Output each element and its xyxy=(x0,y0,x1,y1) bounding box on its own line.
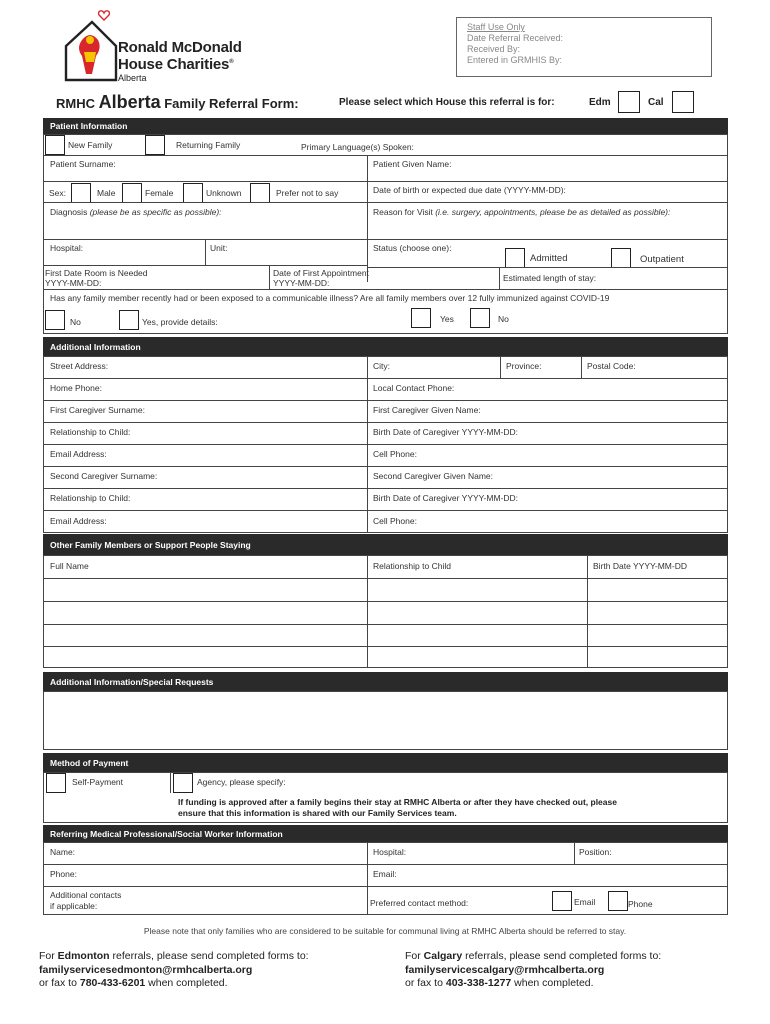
returning-family-checkbox[interactable] xyxy=(145,135,165,155)
additional-contacts-hint: if applicable: xyxy=(50,901,98,911)
caregiver1-given-name-field[interactable]: First Caregiver Given Name: xyxy=(373,405,481,415)
immunized-yes-checkbox[interactable] xyxy=(411,308,431,328)
preferred-contact-label: Preferred contact method: xyxy=(370,898,469,908)
house-select-prompt: Please select which House this referral is for: xyxy=(339,97,555,108)
logo-line-1: Ronald McDonald xyxy=(118,39,242,56)
logo-line-2-text: House Charities xyxy=(118,56,230,73)
divider xyxy=(43,400,728,401)
first-appointment-label: Date of First Appointment xyxy=(273,268,369,278)
first-date-room-format: YYYY-MM-DD: xyxy=(45,278,102,288)
edm-label: Edm xyxy=(589,97,611,108)
divider xyxy=(367,555,368,668)
suitability-note: Please note that only families who are considered to be suitable for communal living at RMHC Alberta should be referred to stay. xyxy=(143,926,627,936)
city-field[interactable]: City: xyxy=(373,361,390,371)
divider xyxy=(43,510,728,511)
edm-email: familyservicesedmonton@rmhcalberta.org xyxy=(39,963,253,976)
immunized-no-label: No xyxy=(498,314,509,324)
divider xyxy=(574,842,575,864)
postal-code-field[interactable]: Postal Code: xyxy=(587,361,636,371)
caregiver2-cell-field[interactable]: Cell Phone: xyxy=(373,516,417,526)
divider xyxy=(43,378,728,379)
self-payment-checkbox[interactable] xyxy=(46,773,66,793)
referrer-phone-field[interactable]: Phone: xyxy=(50,869,77,879)
sex-unknown-label: Unknown xyxy=(206,188,242,198)
calgary-line1 xyxy=(405,950,661,964)
status-label: Status (choose one): xyxy=(373,243,452,253)
status-admitted-label: Admitted xyxy=(530,253,568,264)
illness-no-checkbox[interactable] xyxy=(45,310,65,330)
street-address-field[interactable]: Street Address: xyxy=(50,361,109,371)
divider xyxy=(170,772,171,793)
divider xyxy=(43,422,728,423)
edm-city: Edmonton xyxy=(57,950,110,962)
edmonton-email-link[interactable] xyxy=(39,964,309,978)
primary-language-field[interactable]: Primary Language(s) Spoken: xyxy=(301,142,414,152)
additional-contacts-label: Additional contacts xyxy=(50,890,122,900)
calgary-instructions xyxy=(405,950,661,991)
edm-fax: 780-433-6201 xyxy=(79,977,146,989)
hospital-field[interactable]: Hospital: xyxy=(50,243,84,253)
status-admitted-checkbox[interactable] xyxy=(505,248,525,268)
patient-info-header: Patient Information xyxy=(43,118,728,134)
local-contact-phone-field[interactable]: Local Contact Phone: xyxy=(373,383,455,393)
funding-note-line2: ensure that this information is shared with our Family Services team. xyxy=(178,808,457,818)
caregiver1-cell-field[interactable]: Cell Phone: xyxy=(373,449,417,459)
edmonton-instructions xyxy=(39,950,309,991)
title-suffix: Family Referral Form: xyxy=(160,96,299,111)
home-phone-field[interactable]: Home Phone: xyxy=(50,383,102,393)
contact-email-checkbox[interactable] xyxy=(552,891,572,911)
family-row-4-name[interactable] xyxy=(44,647,366,667)
additional-info-header: Additional Information xyxy=(43,337,728,356)
immunized-no-checkbox[interactable] xyxy=(470,308,490,328)
status-outpatient-label: Outpatient xyxy=(640,254,684,265)
staff-received-by: Received By: xyxy=(467,44,521,54)
reason-hint: (i.e. surgery, appointments, please be as detailed as possible): xyxy=(432,207,671,217)
agency-specify-field[interactable]: Agency, please specify: xyxy=(197,777,286,787)
divider xyxy=(43,886,728,887)
caregiver2-given-name-field[interactable]: Second Caregiver Given Name: xyxy=(373,471,494,481)
cal-fax-post: when completed. xyxy=(511,977,594,989)
family-row-3-name[interactable] xyxy=(44,625,366,645)
divider xyxy=(43,239,728,240)
edmonton-fax-line xyxy=(39,977,309,991)
referring-header: Referring Medical Professional/Social Worker Information xyxy=(43,825,728,842)
edm-post: referrals, please send completed forms to: xyxy=(109,950,309,962)
sex-female-label: Female xyxy=(145,188,174,198)
sex-male-checkbox[interactable] xyxy=(71,183,91,203)
patient-surname-field[interactable]: Patient Surname: xyxy=(50,159,116,169)
divider xyxy=(43,155,728,156)
divider xyxy=(43,265,368,266)
contact-email-label: Email xyxy=(574,897,596,907)
illness-yes-details-field[interactable]: Yes, provide details: xyxy=(142,317,218,327)
staff-use-title: Staff Use Only xyxy=(467,22,525,32)
edm-checkbox[interactable] xyxy=(618,91,640,113)
rmhc-logo xyxy=(62,8,118,82)
sex-female-checkbox[interactable] xyxy=(122,183,142,203)
special-requests-textarea[interactable] xyxy=(43,691,728,750)
edm-pre: For xyxy=(39,950,58,962)
diagnosis-field[interactable] xyxy=(50,207,222,217)
sex-label: Sex: xyxy=(49,188,67,198)
divider xyxy=(368,267,728,268)
first-appointment-format: YYYY-MM-DD: xyxy=(273,278,330,288)
payment-header: Method of Payment xyxy=(43,753,728,772)
family-col-birthdate: Birth Date YYYY-MM-DD xyxy=(593,561,687,571)
divider xyxy=(43,488,728,489)
staff-entered-by: Entered in GRMHIS By: xyxy=(467,55,563,65)
caregiver2-birthdate-field[interactable]: Birth Date of Caregiver YYYY-MM-DD: xyxy=(373,493,519,503)
cal-post: referrals, please send completed forms to: xyxy=(462,950,662,962)
edmonton-line1 xyxy=(39,950,309,964)
divider xyxy=(499,267,500,289)
province-field[interactable]: Province: xyxy=(506,361,542,371)
sex-unknown-checkbox[interactable] xyxy=(183,183,203,203)
referrer-name-field[interactable]: Name: xyxy=(50,847,76,857)
sex-prefer-not-label: Prefer not to say xyxy=(276,188,339,198)
immunized-yes-label: Yes xyxy=(440,314,454,324)
calgary-fax-line xyxy=(405,977,661,991)
divider xyxy=(43,181,728,182)
special-requests-header: Additional Information/Special Requests xyxy=(43,672,728,691)
divider xyxy=(269,265,270,289)
new-family-label: New Family xyxy=(68,140,113,150)
cal-fax-pre: or fax to xyxy=(405,977,446,989)
referrer-email-field[interactable]: Email: xyxy=(373,869,397,879)
form-title xyxy=(56,92,299,113)
referrer-hospital-field[interactable]: Hospital: xyxy=(373,847,407,857)
first-appointment-field[interactable] xyxy=(273,268,369,288)
returning-family-label: Returning Family xyxy=(176,140,241,150)
logo-trademark: ® xyxy=(229,59,234,65)
first-date-room-field[interactable] xyxy=(45,268,148,288)
caregiver2-relationship-field[interactable]: Relationship to Child: xyxy=(50,493,131,503)
divider xyxy=(500,356,501,378)
edm-fax-post: when completed. xyxy=(145,977,228,989)
divider xyxy=(367,155,368,282)
logo-line-2 xyxy=(118,56,233,73)
divider xyxy=(367,842,368,915)
caregiver1-relationship-field[interactable]: Relationship to Child: xyxy=(50,427,131,437)
cal-pre: For xyxy=(405,950,424,962)
patient-given-name-field[interactable]: Patient Given Name: xyxy=(373,159,452,169)
family-row-1-name[interactable] xyxy=(44,579,366,600)
caregiver2-email-field[interactable]: Email Address: xyxy=(50,516,107,526)
family-members-header: Other Family Members or Support People Staying xyxy=(43,534,728,555)
staff-use-box xyxy=(456,17,712,77)
caregiver1-surname-field[interactable]: First Caregiver Surname: xyxy=(50,405,145,415)
divider xyxy=(43,202,728,203)
caregiver1-email-field[interactable]: Email Address: xyxy=(50,449,107,459)
divider xyxy=(43,466,728,467)
contact-phone-label: Phone xyxy=(628,899,653,909)
cal-label: Cal xyxy=(648,97,664,108)
divider xyxy=(43,444,728,445)
self-payment-label: Self-Payment xyxy=(72,777,124,787)
diagnosis-hint: (please be as specific as possible): xyxy=(87,207,222,217)
status-outpatient-checkbox[interactable] xyxy=(611,248,631,268)
staff-date-received: Date Referral Received: xyxy=(467,33,564,43)
illness-yes-checkbox[interactable] xyxy=(119,310,139,330)
calgary-email-link[interactable] xyxy=(405,964,661,978)
funding-note-line1: If funding is approved after a family begins their stay at RMHC Alberta or after they have checked out, please xyxy=(178,797,617,807)
cal-email: familyservicescalgary@rmhcalberta.org xyxy=(405,963,605,976)
family-col-relationship: Relationship to Child xyxy=(373,561,451,571)
family-col-full-name: Full Name xyxy=(50,561,89,571)
unit-field[interactable]: Unit: xyxy=(210,243,228,253)
sex-prefer-not-checkbox[interactable] xyxy=(250,183,270,203)
cal-city: Calgary xyxy=(423,950,463,962)
sex-male-label: Male xyxy=(97,188,116,198)
new-family-checkbox[interactable] xyxy=(45,135,65,155)
title-prefix: RMHC xyxy=(56,96,99,111)
referrer-position-field[interactable]: Position: xyxy=(579,847,612,857)
caregiver2-surname-field[interactable]: Second Caregiver Surname: xyxy=(50,471,158,481)
communicable-illness-question: Has any family member recently had or been exposed to a communicable illness? Are all family members over 12 fully immunized against COVID-19 xyxy=(50,293,610,303)
estimated-length-field[interactable]: Estimated length of stay: xyxy=(503,273,597,283)
divider xyxy=(205,239,206,265)
divider xyxy=(43,864,728,865)
title-province: Alberta xyxy=(98,92,161,112)
first-date-room-label: First Date Room is Needed xyxy=(45,268,148,278)
edm-fax-pre: or fax to xyxy=(39,977,80,989)
contact-phone-checkbox[interactable] xyxy=(608,891,628,911)
divider xyxy=(581,356,582,378)
cal-checkbox[interactable] xyxy=(672,91,694,113)
reason-label: Reason for Visit xyxy=(373,207,433,217)
logo-line-3: Alberta xyxy=(118,73,147,83)
caregiver1-birthdate-field[interactable]: Birth Date of Caregiver YYYY-MM-DD: xyxy=(373,427,519,437)
house-heart-icon xyxy=(62,8,118,82)
divider xyxy=(587,555,588,668)
reason-for-visit-field[interactable] xyxy=(373,207,670,217)
divider xyxy=(43,289,728,290)
family-row-2-name[interactable] xyxy=(44,602,366,623)
illness-no-label: No xyxy=(70,317,81,327)
additional-contacts-field[interactable] xyxy=(50,890,121,912)
agency-checkbox[interactable] xyxy=(173,773,193,793)
diagnosis-label: Diagnosis xyxy=(50,207,88,217)
cal-fax: 403-338-1277 xyxy=(445,977,512,989)
patient-dob-field[interactable]: Date of birth or expected due date (YYYY-MM-DD): xyxy=(373,185,566,195)
